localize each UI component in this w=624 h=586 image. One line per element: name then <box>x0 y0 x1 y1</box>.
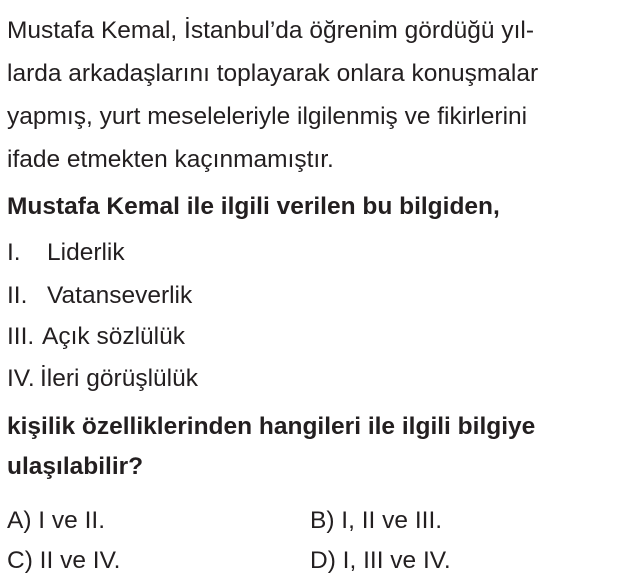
item-numeral: II. <box>7 282 28 309</box>
item-numeral: III. <box>7 323 35 350</box>
item-numeral: I. <box>7 239 21 266</box>
item-text: Açık sözlülük <box>42 323 185 350</box>
item-2 <box>7 281 192 311</box>
passage-line-3: yapmış, yurt meseleleriyle ilgilenmiş ve fikirlerini <box>7 103 528 130</box>
passage-line-1: Mustafa Kemal, İstanbul’da öğrenim gördüğü yıl- <box>7 17 535 44</box>
item-text: Liderlik <box>47 239 125 266</box>
question-end-line-2: ulaşılabilir? <box>7 453 144 480</box>
item-text: İleri görüşlülük <box>40 365 198 392</box>
option-d[interactable]: D) I, III ve IV. <box>310 547 451 574</box>
passage-line-4: ifade etmekten kaçınmamıştır. <box>7 146 334 173</box>
question-intro: Mustafa Kemal ile ilgili verilen bu bilgiden, <box>7 193 500 220</box>
option-c[interactable]: C) II ve IV. <box>7 547 121 574</box>
item-numeral: IV. <box>7 365 35 392</box>
item-3 <box>7 322 185 352</box>
item-1 <box>7 238 125 268</box>
item-4 <box>7 364 198 394</box>
option-b[interactable]: B) I, II ve III. <box>310 507 443 534</box>
question-end-line-1: kişilik özelliklerinden hangileri ile ilgili bilgiye <box>7 413 536 440</box>
item-text: Vatanseverlik <box>47 282 193 309</box>
option-a[interactable]: A) I ve II. <box>7 507 106 534</box>
passage-line-2: larda arkadaşlarını toplayarak onlara konuşmalar <box>7 60 539 87</box>
